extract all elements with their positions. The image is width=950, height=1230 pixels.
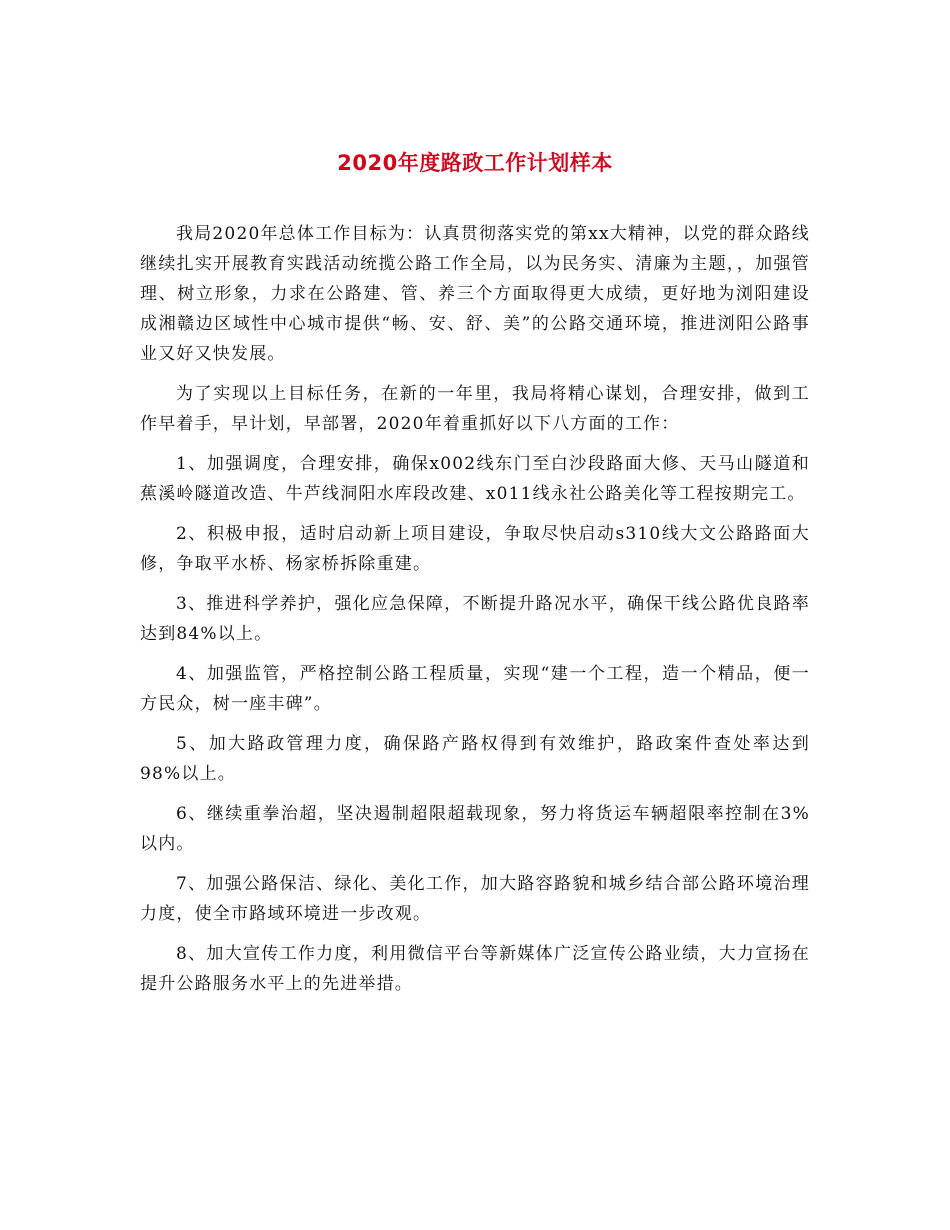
paragraph-item-2: 2、积极申报，适时启动新上项目建设，争取尽快启动s310线大文公路路面大修，争取平水桥、杨家桥拆除重建。 <box>140 524 810 574</box>
paragraph-intro: 我局2020年总体工作目标为：认真贯彻落实党的第xx大精神，以党的群众路线继续扎实开展教育实践活动统揽公路工作全局，以为民务实、清廉为主题，，加强管理、树立形象，力求在公路建、管、养三个方面取得更大成绩，更好地为浏阳建设成湘赣边区域性中心城市提供“畅、安、舒、美”的公路交通环境，推进浏阳公路事业又好又快发展。 <box>140 224 810 364</box>
document-title: 2020年度路政工作计划样本 <box>337 151 613 176</box>
paragraph-item-7: 7、加强公路保洁、绿化、美化工作，加大路容路貌和城乡结合部公路环境治理力度，使全市路域环境进一步改观。 <box>140 874 810 924</box>
paragraph-item-1: 1、加强调度，合理安排，确保x002线东门至白沙段路面大修、天马山隧道和蕉溪岭隧道改造、牛芦线洞阳水库段改建、x011线永社公路美化等工程按期完工。 <box>140 454 810 504</box>
paragraph-item-5: 5、加大路政管理力度，确保路产路权得到有效维护，路政案件查处率达到98%以上。 <box>140 734 810 784</box>
paragraph-item-4: 4、加强监管，严格控制公路工程质量，实现“建一个工程，造一个精品，便一方民众，树一座丰碑”。 <box>140 664 810 714</box>
paragraph-plan: 为了实现以上目标任务，在新的一年里，我局将精心谋划，合理安排，做到工作早着手，早计划，早部署，2020年着重抓好以下八方面的工作： <box>140 384 810 434</box>
paragraph-item-3: 3、推进科学养护，强化应急保障，不断提升路况水平，确保干线公路优良路率达到84%以上。 <box>140 594 810 644</box>
paragraph-item-8: 8、加大宣传工作力度，利用微信平台等新媒体广泛宣传公路业绩，大力宣扬在提升公路服务水平上的先进举措。 <box>140 944 810 994</box>
document-body <box>140 219 810 1009</box>
paragraph-item-6: 6、继续重拳治超，坚决遏制超限超载现象，努力将货运车辆超限率控制在3%以内。 <box>140 804 810 854</box>
